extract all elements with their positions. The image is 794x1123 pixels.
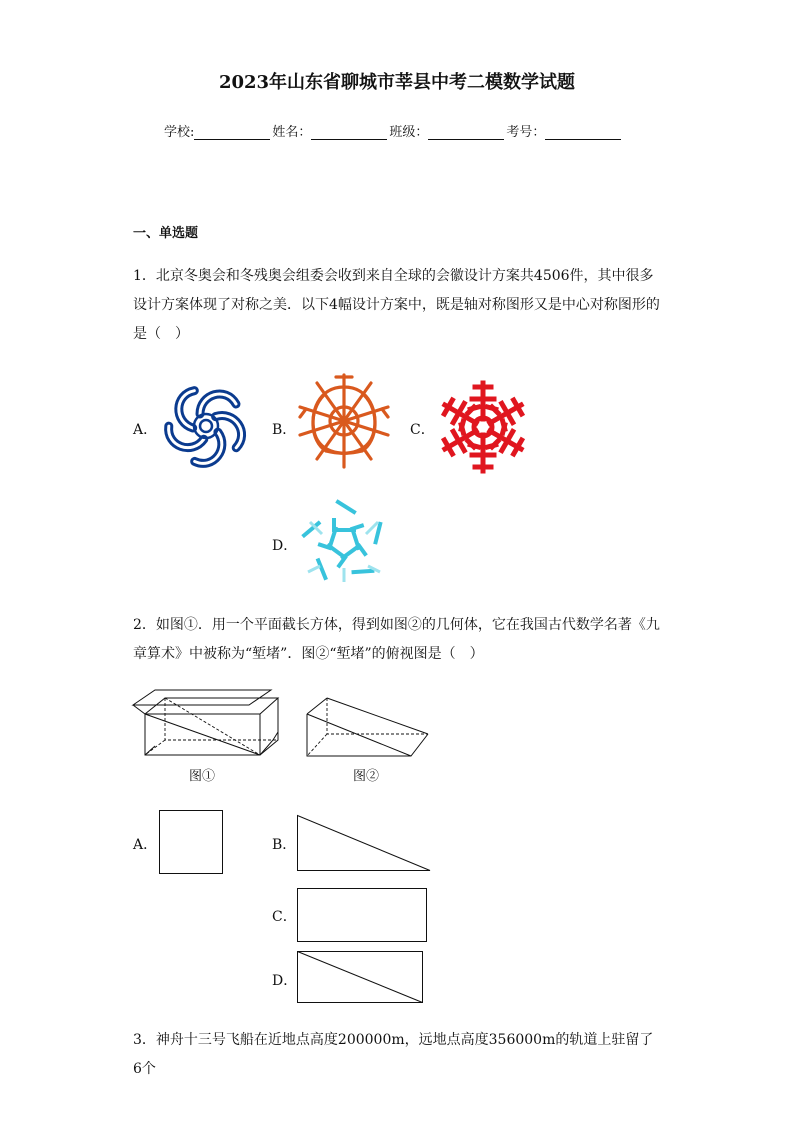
q2-option-a-square[interactable] <box>159 810 223 874</box>
exam-title: 2023年山东省聊城市莘县中考二模数学试题 <box>218 72 576 93</box>
class-blank[interactable] <box>428 125 504 140</box>
q1-option-c-label[interactable]: C． <box>410 422 435 438</box>
question-2-text: 2．如图①．用一个平面截长方体，得到如图②的几何体，它在我国古代数学名著《九章算术》中被称为“堑堵”．图②“堑堵”的俯视图是（ ） <box>133 617 660 662</box>
question-3-text: 3．神舟十三号飞船在近地点高度200000m，远地点高度356000m的轨道上驻留了6个 <box>133 1032 654 1077</box>
question-1-text: 1．北京冬奥会和冬残奥会组委会收到来自全球的会徽设计方案共4506件，其中很多设计方案体现了对称之美．以下4幅设计方案中，既是轴对称图形又是中心对称图形的是（ ） <box>133 268 660 342</box>
q2-option-c-rectangle[interactable] <box>297 888 427 942</box>
q1-option-b-label[interactable]: B． <box>272 422 297 438</box>
section-title: 一、单选题 <box>133 226 199 241</box>
q2-figure-1-caption: 图① <box>189 769 216 784</box>
q2-option-b-label[interactable]: B． <box>272 837 297 853</box>
class-label: 班级： <box>389 125 429 140</box>
exam-number-blank[interactable] <box>545 125 621 140</box>
school-blank[interactable] <box>194 125 270 140</box>
q2-option-b-triangle[interactable] <box>297 815 431 871</box>
q2-option-a-label[interactable]: A． <box>133 837 158 853</box>
q2-option-d-label[interactable]: D． <box>272 973 298 989</box>
q2-figure-2-caption: 图② <box>353 769 380 784</box>
q2-figure-1-cuboid-cut <box>133 690 278 760</box>
q1-option-d-emblem[interactable] <box>296 496 392 588</box>
q1-option-b-emblem[interactable] <box>296 373 392 469</box>
q1-option-d-label[interactable]: D． <box>272 538 298 554</box>
q2-figure-2-qiandu <box>305 694 430 758</box>
q1-option-a-emblem[interactable] <box>160 380 252 472</box>
name-label: 姓名： <box>272 125 312 140</box>
student-info-row <box>164 121 623 140</box>
name-blank[interactable] <box>311 125 387 140</box>
q2-option-c-label[interactable]: C． <box>272 909 297 925</box>
q2-option-d-rectangle-diagonal[interactable] <box>297 951 423 1003</box>
q1-option-c-emblem[interactable] <box>436 380 530 474</box>
q1-option-a-label[interactable]: A． <box>133 422 158 438</box>
school-label: 学校: <box>164 125 195 140</box>
exam-number-label: 考号： <box>506 125 546 140</box>
